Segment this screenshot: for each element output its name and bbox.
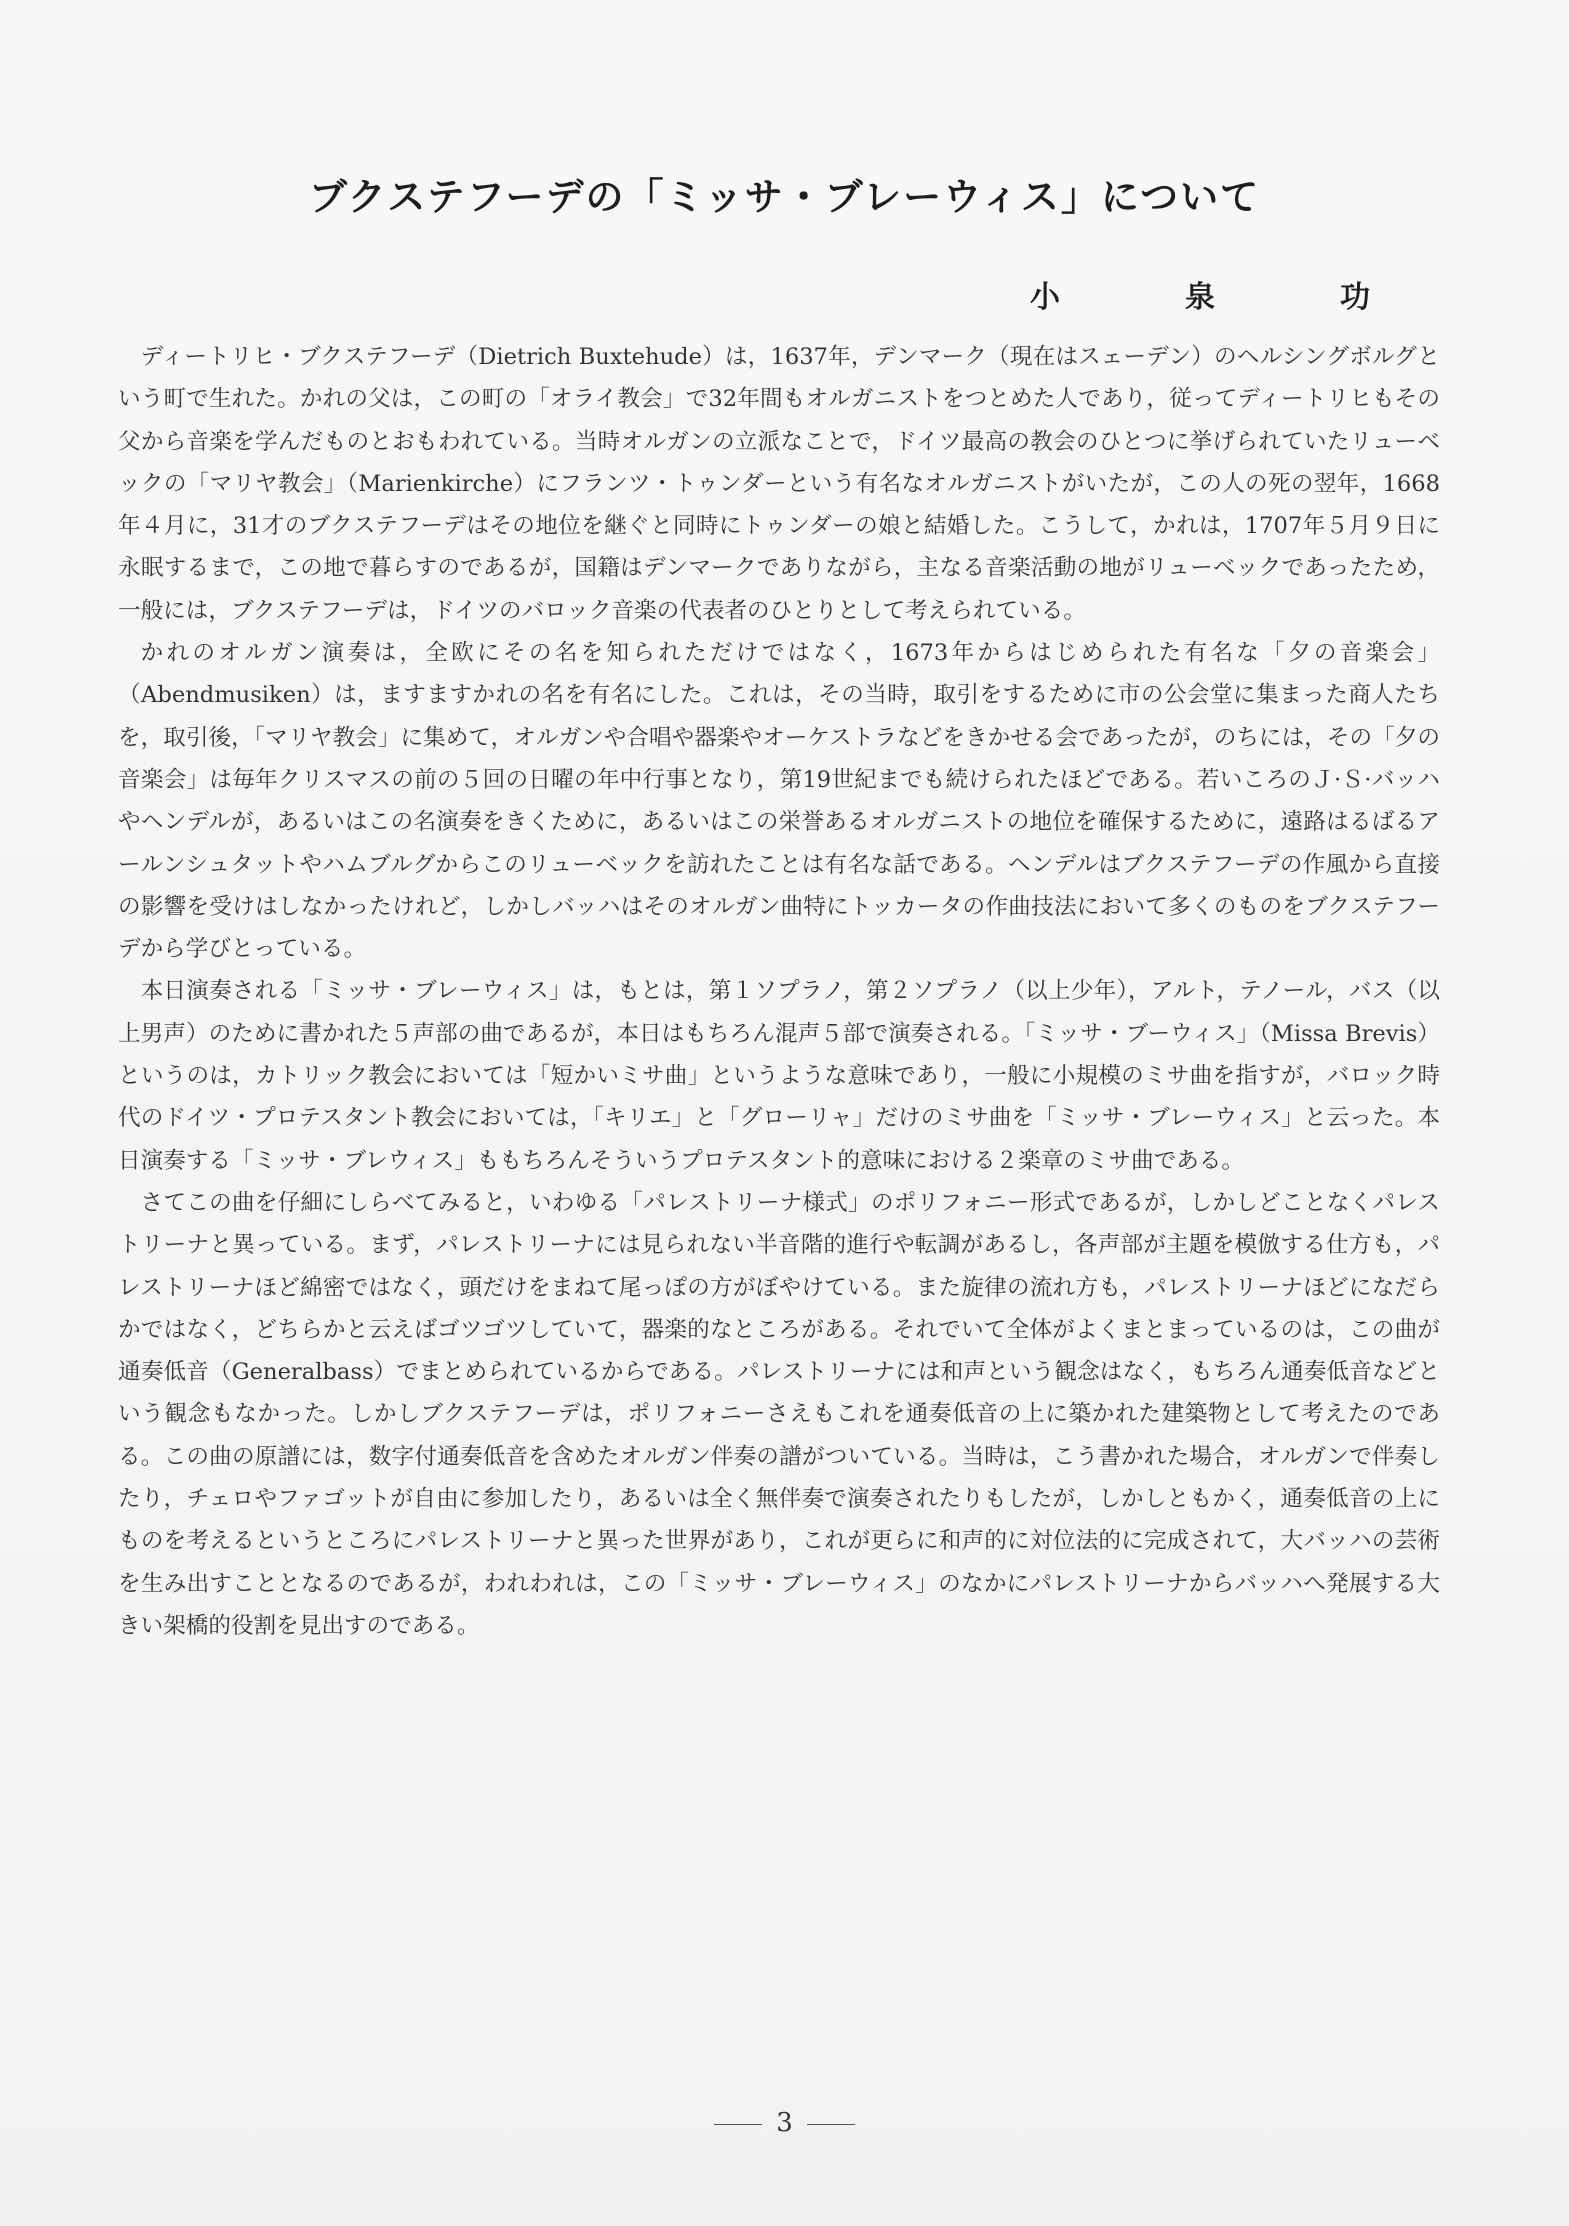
author-char: 功 <box>1340 280 1370 315</box>
paragraph-2: かれのオルガン演奏は，全欧にその名を知られただけではなく，1673年からはじめられた有名な「夕の音楽会」（Abendmusiken）は，ますますかれの名を有名にした。これは，その当時，取引をするために市の公会堂に集まった商人たちを，取引後，「マリヤ教会」に集めて，オルガンや合唱や器楽やオーケストラなどをきかせる会であったが，のちには，その「夕の音楽会」は毎年クリスマスの前の５回の日曜の年中行事となり，第19世紀までも続けられたほどである。若いころのＪ·Ｓ·バッハやヘンデルが，あるいはこの名演奏をきくために，あるいはこの栄誉あるオルガニストの地位を確保するために，遠路はるばるアールンシュタットやハムブルグからこのリューベックを訪れたことは有名な話である。ヘンデルはブクステフーデの作風から直接の影響を受けはしなかったけれど，しかしバッハはそのオルガン曲特にトッカータの作曲技法において多くのものをブクステフーデから学びとっている。 <box>118 640 1440 963</box>
dash-left <box>714 2124 762 2125</box>
page-number: 3 <box>776 2108 793 2138</box>
paragraph-4: さてこの曲を仔細にしらべてみると，いわゆる「パレストリーナ様式」のポリフォニー形式であるが，しかしどことなくパレストリーナと異っている。まず，パレストリーナには見られない半音階的進行や転調があるし，各声部が主題を模倣する仕方も，パレストリーナほど綿密ではなく，頭だけをまねて尾っぽの方がぼやけている。また旋律の流れ方も，パレストリーナほどになだらかではなく，どちらかと云えばゴツゴツしていて，器楽的なところがある。それでいて全体がよくまとまっているのは，この曲が通奏低音（Generalbass）でまとめられているからである。パレストリーナには和声という観念はなく，もちろん通奏低音などという観念もなかった。しかしブクステフーデは，ポリフォニーさえもこれを通奏低音の上に築かれた建築物として考えたのである。この曲の原譜には，数字付通奏低音を含めたオルガン伴奏の譜がついている。当時は，こう書かれた場合，オルガンで伴奏したり，チェロやファゴットが自由に参加したり，あるいは全く無伴奏で演奏されたりもしたが，しかしともかく，通奏低音の上にものを考えるというところにパレストリーナと異った世界があり，これが更らに和声的に対位法的に完成されて，大バッハの芸術を生み出すこととなるのであるが，われわれは，この「ミッサ・ブレーウィス」のなかにパレストリーナからバッハへ発展する大きい架橋的役割を見出すのである。 <box>118 1189 1440 1639</box>
dash-right <box>807 2124 855 2125</box>
page-number-footer <box>0 2108 1569 2138</box>
author-name <box>1030 272 1370 316</box>
author-char: 小 <box>1030 280 1060 315</box>
article-body <box>118 336 1440 1647</box>
document-title: ブクステフーデの「ミッサ・ブレーウィス」について <box>308 175 1261 219</box>
author-char: 泉 <box>1185 280 1215 315</box>
paragraph-3: 本日演奏される「ミッサ・ブレーウィス」は，もとは，第１ソプラノ，第２ソプラノ（以上少年），アルト，テノール，バス（以上男声）のために書かれた５声部の曲であるが，本日はもちろん混声５部で演奏される。「ミッサ・ブーウィス」（Missa Brevis）というのは，カトリック教会においては「短かいミサ曲」というような意味であり，一般に小規模のミサ曲を指すが，バロック時代のドイツ・プロテスタント教会においては，「キリエ」と「グローリャ」だけのミサ曲を「ミッサ・ブレーウィス」と云った。本日演奏する「ミッサ・ブレウィス」ももちろんそういうプロテスタント的意味における２楽章のミサ曲である。 <box>118 978 1440 1174</box>
paragraph-1: ディートリヒ・ブクステフーデ（Dietrich Buxtehude）は，1637年，デンマーク（現在はスェーデン）のヘルシングボルグという町で生れた。かれの父は，この町の「オライ教会」で32年間もオルガニストをつとめた人であり，従ってディートリヒもその父から音楽を学んだものとおもわれている。当時オルガンの立派なことで，ドイツ最高の教会のひとつに挙げられていたリューベックの「マリヤ教会」（Marienkirche）にフランツ・トゥンダーという有名なオルガニストがいたが，この人の死の翌年，1668年４月に，31才のブクステフーデはその地位を継ぐと同時にトゥンダーの娘と結婚した。こうして，かれは，1707年５月９日に永眠するまで，この地で暮らすのであるが，国籍はデンマークでありながら，主なる音楽活動の地がリューベックであったため，一般には，ブクステフーデは，ドイツのバロック音楽の代表者のひとりとして考えられている。 <box>118 344 1440 624</box>
